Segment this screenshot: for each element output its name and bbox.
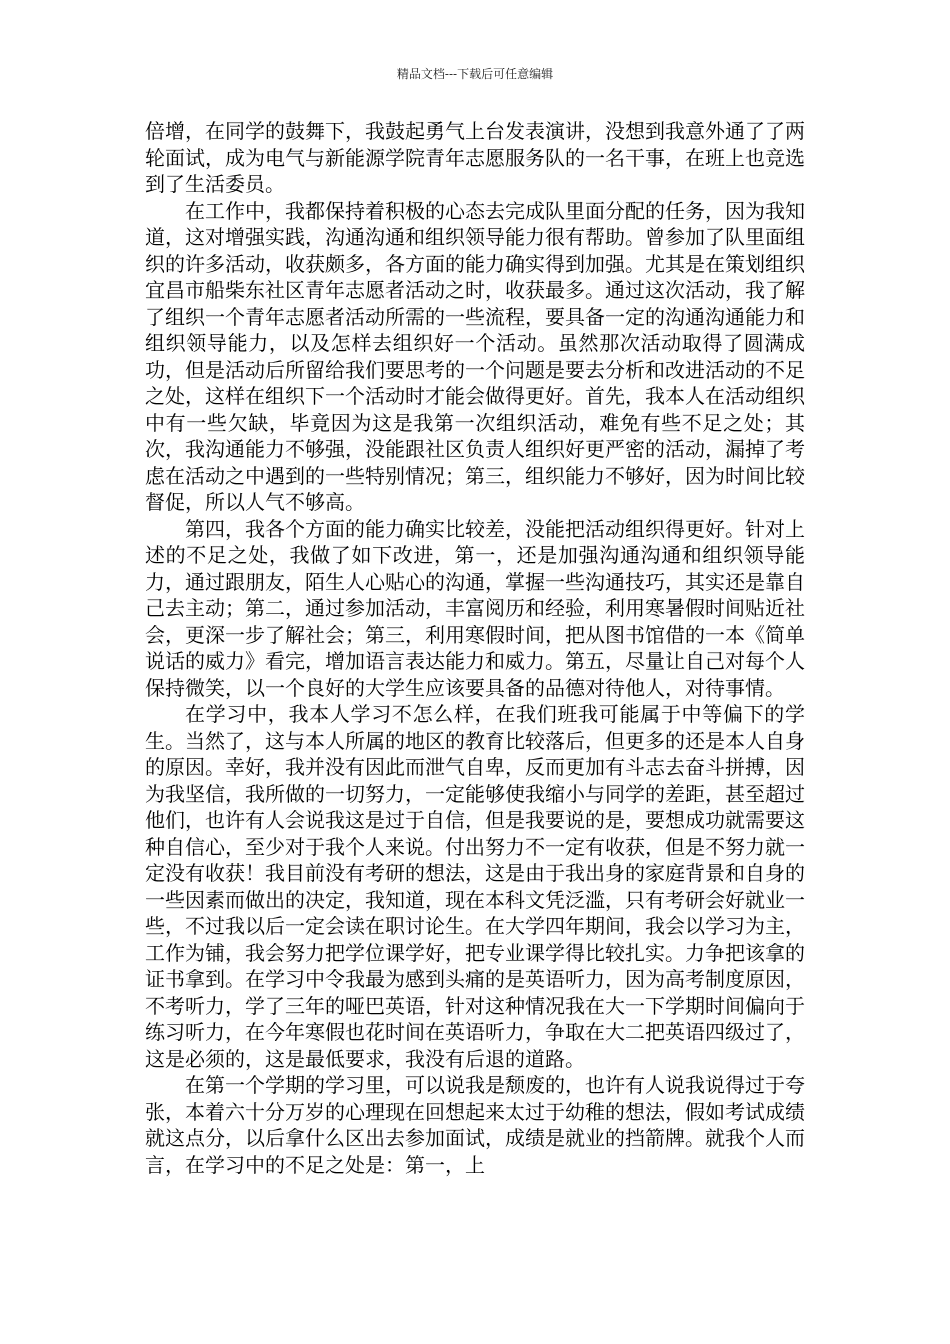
page-header: 精品文档---下载后可任意编辑 (396, 67, 554, 81)
paragraph-3: 第四，我各个方面的能力确实比较差，没能把活动组织得更好。针对上述的不足之处，我做了如下改进，第一，还是加强沟通沟通和组织领导能力，通过跟朋友，陌生人心贴心的沟通，掌握一些沟通技巧，其实还是靠自己去主动；第二，通过参加活动，丰富阅历和经验，利用寒暑假时间贴近社会，更深一步了解社会；第三，利用寒假时间，把从图书馆借的一本《简单说话的威力》看完，增加语言表达能力和威力。第五，尽量让自己对每个人保持微笑，以一个良好的大学生应该要具备的品德对待他人，对待事情。 (145, 516, 805, 700)
document-body (145, 118, 805, 1178)
paragraph-5: 在第一个学期的学习里，可以说我是颓废的，也许有人说我说得过于夸张，本着六十分万岁的心理现在回想起来太过于幼稚的想法，假如考试成绩就这点分，以后拿什么区出去参加面试，成绩是就业的挡箭牌。就我个人而言，在学习中的不足之处是：第一，上 (145, 1073, 805, 1177)
paragraph-4: 在学习中，我本人学习不怎么样，在我们班我可能属于中等偏下的学生。当然了，这与本人所属的地区的教育比较落后，但更多的还是本人自身的原因。幸好，我并没有因此而泄气自卑，反而更加有斗志去奋斗拼搏，因为我坚信，我所做的一切努力，一定能够使我缩小与同学的差距，甚至超过他们，也许有人会说我这是过于自信，但是我要说的是，要想成功就需要这种自信心，至少对于我个人来说。付出努力不一定有收获，但是不努力就一定没有收获！我目前没有考研的想法，这是由于我出身的家庭背景和自身的一些因素而做出的决定，我知道，现在本科文凭泛滥，只有考研会好就业一些，不过我以后一定会读在职讨论生。在大学四年期间，我会以学习为主，工作为铺，我会努力把学位课学好，把专业课学得比较扎实。力争把该拿的证书拿到。在学习中令我最为感到头痛的是英语听力，因为高考制度原因，不考听力，学了三年的哑巴英语，针对这种情况我在大一下学期时间偏向于练习听力，在今年寒假也花时间在英语听力，争取在大二把英语四级过了，这是必须的，这是最低要求，我没有后退的道路。 (145, 702, 805, 1071)
paragraph-2: 在工作中，我都保持着积极的心态去完成队里面分配的任务，因为我知道，这对增强实践，沟通沟通和组织领导能力很有帮助。曾参加了队里面组织的许多活动，收获颇多，各方面的能力确实得到加强。尤其是在策划组织宜昌市船柴东社区青年志愿者活动之时，收获最多。通过这次活动，我了解了组织一个青年志愿者活动所需的一些流程，要具备一定的沟通沟通能力和组织领导能力，以及怎样去组织好一个活动。虽然那次活动取得了圆满成功，但是活动后所留给我们要思考的一个问题是要去分析和改进活动的不足之处，这样在组织下一个活动时才能会做得更好。首先，我本人在活动组织中有一些欠缺，毕竟因为这是我第一次组织活动，难免有些不足之处；其次，我沟通能力不够强，没能跟社区负责人组织好更严密的活动，漏掉了考虑在活动之中遇到的一些特别情况；第三，组织能力不够好，因为时间比较督促，所以人气不够高。 (145, 198, 805, 514)
paragraph-1: 倍增，在同学的鼓舞下，我鼓起勇气上台发表演讲，没想到我意外通了了两轮面试，成为电气与新能源学院青年志愿服务队的一名干事，在班上也竞选到了生活委员。 (145, 119, 805, 196)
